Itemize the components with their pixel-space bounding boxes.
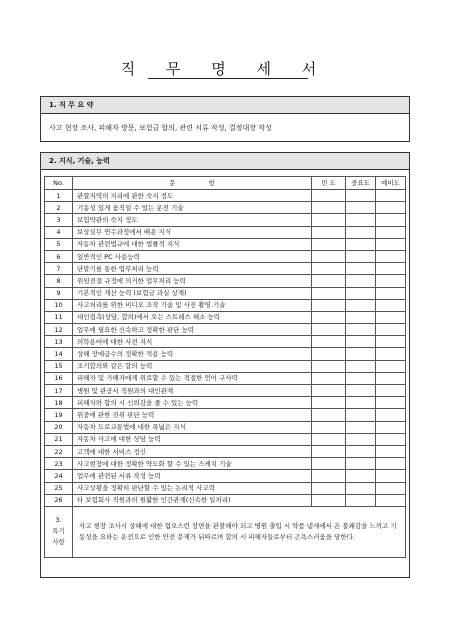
- row-frequency-cell: [312, 263, 346, 275]
- row-number: 11: [45, 311, 73, 323]
- row-difficulty-cell: [376, 494, 406, 506]
- row-item-text: 위중에 관한 진위 판단 능력: [73, 409, 312, 421]
- table-row: [45, 494, 406, 506]
- row-frequency-cell: [312, 226, 346, 238]
- row-importance-cell: [346, 433, 376, 445]
- row-item-text: 위임전결 규정에 의거한 업무처리 능력: [73, 275, 312, 287]
- row-frequency-cell: [312, 409, 346, 421]
- section-job-summary: [40, 96, 410, 142]
- row-item-text: 기본적인 계산 능력 (보험금 과실 상계): [73, 287, 312, 299]
- row-number: 7: [45, 263, 73, 275]
- row-difficulty-cell: [376, 372, 406, 384]
- row-number: 14: [45, 348, 73, 360]
- row-difficulty-cell: [376, 470, 406, 482]
- row-item-text: 자동차 사고에 대한 상담 능력: [73, 433, 312, 445]
- row-item-text: 기동성 있게 움직일 수 있는 운전 기술: [73, 202, 312, 214]
- table-row: [45, 421, 406, 433]
- row-difficulty-cell: [376, 348, 406, 360]
- row-number: 20: [45, 421, 73, 433]
- row-difficulty-cell: [376, 190, 406, 202]
- row-item-text: 관할지역의 지리에 관한 숙지 정도: [73, 190, 312, 202]
- table-row: [45, 336, 406, 348]
- table-row: [45, 372, 406, 384]
- special-notes-label: 3. 특기 사항: [45, 506, 73, 557]
- row-importance-cell: [346, 202, 376, 214]
- row-difficulty-cell: [376, 433, 406, 445]
- row-frequency-cell: [312, 494, 346, 506]
- row-frequency-cell: [312, 372, 346, 384]
- row-number: 16: [45, 372, 73, 384]
- row-frequency-cell: [312, 421, 346, 433]
- table-row: [45, 263, 406, 275]
- row-frequency-cell: [312, 324, 346, 336]
- row-number: 23: [45, 458, 73, 470]
- row-importance-cell: [346, 263, 376, 275]
- row-item-text: 피해자 및 가해자에게 위로할 수 있는 적절한 언어 구사력: [73, 372, 312, 384]
- row-difficulty-cell: [376, 238, 406, 250]
- row-difficulty-cell: [376, 324, 406, 336]
- row-item-text: 업무에 필요한 신속하고 정확한 판단 능력: [73, 324, 312, 336]
- table-row: [45, 214, 406, 226]
- row-number: 18: [45, 397, 73, 409]
- row-item-text: 자동차 관련법규에 대한 법률적 지식: [73, 238, 312, 250]
- row-frequency-cell: [312, 238, 346, 250]
- row-frequency-cell: [312, 458, 346, 470]
- row-frequency-cell: [312, 360, 346, 372]
- row-number: 22: [45, 445, 73, 457]
- section-job-summary-heading: 1. 직 무 요 약: [41, 97, 409, 114]
- row-importance-cell: [346, 397, 376, 409]
- row-importance-cell: [346, 324, 376, 336]
- row-frequency-cell: [312, 482, 346, 494]
- table-row: [45, 470, 406, 482]
- row-frequency-cell: [312, 287, 346, 299]
- col-difficulty-header: 예비도: [376, 177, 406, 190]
- row-number: 9: [45, 287, 73, 299]
- row-frequency-cell: [312, 250, 346, 262]
- row-item-text: 피해자와 합의 시 신뢰감을 줄 수 있는 능력: [73, 397, 312, 409]
- row-frequency-cell: [312, 214, 346, 226]
- row-number: 21: [45, 433, 73, 445]
- row-number: 2: [45, 202, 73, 214]
- row-importance-cell: [346, 409, 376, 421]
- row-difficulty-cell: [376, 214, 406, 226]
- row-difficulty-cell: [376, 458, 406, 470]
- row-number: 13: [45, 336, 73, 348]
- row-difficulty-cell: [376, 202, 406, 214]
- section-knowledge-skills-heading: 2. 지식, 기술, 능력: [41, 153, 409, 170]
- row-importance-cell: [346, 482, 376, 494]
- row-number: 24: [45, 470, 73, 482]
- table-row: [45, 226, 406, 238]
- table-row: [45, 433, 406, 445]
- row-number: 5: [45, 238, 73, 250]
- col-content-header: 문 항: [73, 177, 312, 190]
- row-importance-cell: [346, 470, 376, 482]
- table-row: [45, 348, 406, 360]
- row-importance-cell: [346, 287, 376, 299]
- row-item-text: 고객에 대한 서비스 정신: [73, 445, 312, 457]
- row-importance-cell: [346, 348, 376, 360]
- row-item-text: 사고처리를 위한 비디오 조작 기술 및 사진 촬영 기술: [73, 299, 312, 311]
- page-title: 직 무 명 세 서: [120, 60, 330, 78]
- row-item-text: 조기합의와 같은 합의 능력: [73, 360, 312, 372]
- row-difficulty-cell: [376, 482, 406, 494]
- table-row: [45, 445, 406, 457]
- table-row: [45, 238, 406, 250]
- row-importance-cell: [346, 238, 376, 250]
- table-row: [45, 360, 406, 372]
- table-row: [45, 275, 406, 287]
- row-item-text: 사고상황을 정확히 판단할 수 있는 논리적 사고력: [73, 482, 312, 494]
- row-number: 1: [45, 190, 73, 202]
- row-item-text: 업무에 관련된 서류 작성 능력: [73, 470, 312, 482]
- row-difficulty-cell: [376, 421, 406, 433]
- table-row: [45, 324, 406, 336]
- row-number: 25: [45, 482, 73, 494]
- row-number: 15: [45, 360, 73, 372]
- table-row: [45, 287, 406, 299]
- row-item-text: 대인접촉(상담, 합의)에서 오는 스트레스 해소 능력: [73, 311, 312, 323]
- table-header-row: [45, 177, 406, 190]
- row-number: 10: [45, 299, 73, 311]
- section-knowledge-skills: [40, 152, 410, 578]
- row-frequency-cell: [312, 336, 346, 348]
- table-row: [45, 190, 406, 202]
- row-frequency-cell: [312, 397, 346, 409]
- row-frequency-cell: [312, 385, 346, 397]
- row-item-text: 타 보험회사 직원과의 원활한 인간관계(신속한 일처리): [73, 494, 312, 506]
- table-row: [45, 458, 406, 470]
- row-importance-cell: [346, 190, 376, 202]
- row-importance-cell: [346, 458, 376, 470]
- table-row: [45, 311, 406, 323]
- ksa-table: [44, 176, 406, 558]
- row-difficulty-cell: [376, 287, 406, 299]
- row-importance-cell: [346, 226, 376, 238]
- row-item-text: 일반적인 PC 사용능력: [73, 250, 312, 262]
- row-importance-cell: [346, 421, 376, 433]
- row-item-text: 병원 및 관공서 직원과의 대인관계: [73, 385, 312, 397]
- row-frequency-cell: [312, 445, 346, 457]
- row-importance-cell: [346, 250, 376, 262]
- row-difficulty-cell: [376, 385, 406, 397]
- row-number: 19: [45, 409, 73, 421]
- row-importance-cell: [346, 275, 376, 287]
- table-row: [45, 385, 406, 397]
- col-importance-header: 중요도: [346, 177, 376, 190]
- row-importance-cell: [346, 445, 376, 457]
- row-frequency-cell: [312, 470, 346, 482]
- col-frequency-header: 빈 도: [312, 177, 346, 190]
- row-difficulty-cell: [376, 336, 406, 348]
- row-difficulty-cell: [376, 445, 406, 457]
- row-number: 26: [45, 494, 73, 506]
- row-difficulty-cell: [376, 409, 406, 421]
- row-frequency-cell: [312, 275, 346, 287]
- row-frequency-cell: [312, 348, 346, 360]
- table-row: [45, 202, 406, 214]
- row-number: 3: [45, 214, 73, 226]
- table-row: [45, 409, 406, 421]
- table-row: [45, 299, 406, 311]
- row-item-text: 단말기를 통한 업무처리 능력: [73, 263, 312, 275]
- table-row: [45, 397, 406, 409]
- table-row: [45, 250, 406, 262]
- row-frequency-cell: [312, 433, 346, 445]
- row-item-text: 의학용어에 대한 사전 지식: [73, 336, 312, 348]
- special-notes-row: [45, 506, 406, 557]
- row-importance-cell: [346, 494, 376, 506]
- row-difficulty-cell: [376, 299, 406, 311]
- row-importance-cell: [346, 214, 376, 226]
- row-number: 17: [45, 385, 73, 397]
- row-difficulty-cell: [376, 275, 406, 287]
- title-underline: [148, 78, 308, 79]
- col-no-header: No.: [45, 177, 73, 190]
- row-difficulty-cell: [376, 360, 406, 372]
- row-frequency-cell: [312, 202, 346, 214]
- row-item-text: 보험약관의 숙지 정도: [73, 214, 312, 226]
- row-difficulty-cell: [376, 250, 406, 262]
- table-row: [45, 482, 406, 494]
- special-notes-text: 사고 현장 조사시 상해에 대한 혐오스런 장면을 관찰해야 되고 병원 출입 시 약품 냄새에서 온 불쾌감을 느끼고 기동성을 요하는 운전으로 인한 안전 문제가 뒤따르며 합의 시 피해자들로부터 곤욕스러움을 당한다.: [73, 506, 406, 557]
- row-item-text: 자동차 도로교통법에 대한 폭넓은 지식: [73, 421, 312, 433]
- row-importance-cell: [346, 360, 376, 372]
- row-frequency-cell: [312, 311, 346, 323]
- row-frequency-cell: [312, 299, 346, 311]
- row-item-text: 상해 장애급수의 정확한 적용 능력: [73, 348, 312, 360]
- row-difficulty-cell: [376, 226, 406, 238]
- row-number: 4: [45, 226, 73, 238]
- row-importance-cell: [346, 372, 376, 384]
- row-difficulty-cell: [376, 397, 406, 409]
- row-number: 12: [45, 324, 73, 336]
- job-summary-text: 사고 현장 조사, 피해자 방문, 보험금 합의, 관련 서류 작성, 결정대장 작성: [49, 124, 272, 132]
- row-item-text: 보상실무 연수과정에서 배운 지식: [73, 226, 312, 238]
- row-importance-cell: [346, 385, 376, 397]
- row-importance-cell: [346, 336, 376, 348]
- row-importance-cell: [346, 299, 376, 311]
- row-item-text: 사고현장에 대한 정확한 약도화 할 수 있는 스케치 기술: [73, 458, 312, 470]
- row-frequency-cell: [312, 190, 346, 202]
- row-difficulty-cell: [376, 311, 406, 323]
- row-number: 8: [45, 275, 73, 287]
- row-difficulty-cell: [376, 263, 406, 275]
- row-importance-cell: [346, 311, 376, 323]
- row-number: 6: [45, 250, 73, 262]
